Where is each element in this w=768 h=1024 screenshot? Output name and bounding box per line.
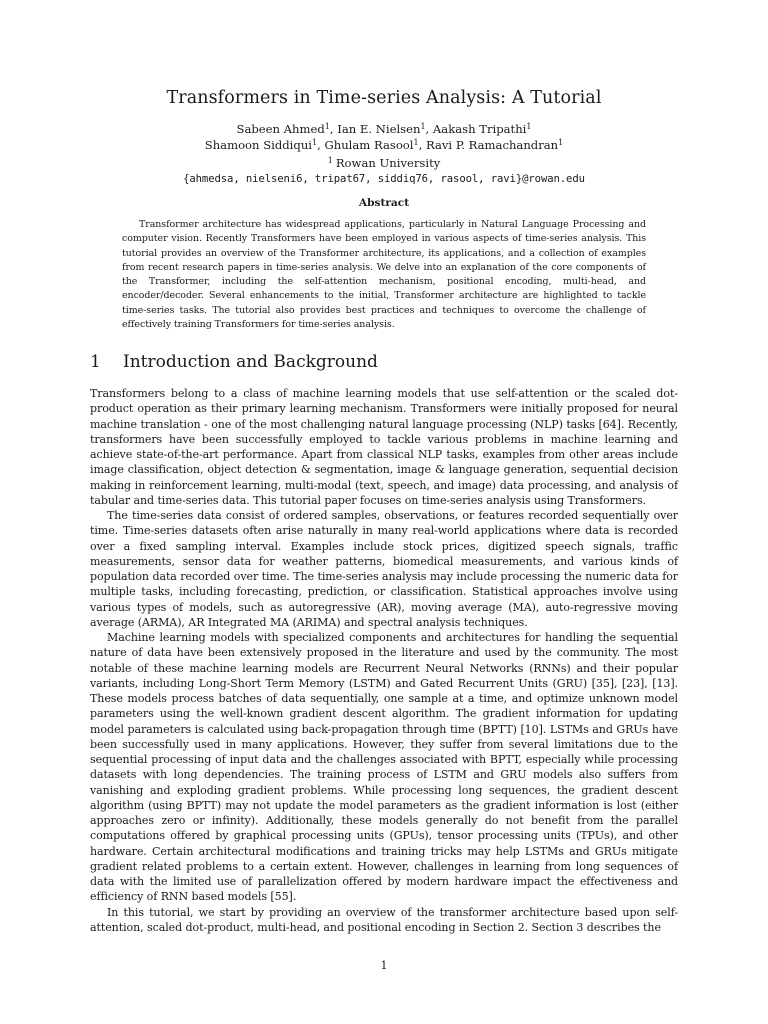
affiliation-superscript: 1 bbox=[526, 122, 532, 131]
author-separator: , bbox=[329, 122, 338, 136]
body-paragraph: Transformers belong to a class of machine learning models that use self-attention or the scaled dot-product operation as their primary learning mechanism. Transformers were initially proposed for neural machine translation - one of the most challenging natural language processing (NLP) tasks [64]. Recently, transformers have been successfully employed to tackle various problems in machine learning and achieve state-of-the-art performance. Apart from classical NLP tasks, examples from other areas include image classification, object detection & segmentation, image & language generation, sequential decision making in reinforcement learning, multi-modal (text, speech, and image) data processing, and analysis of tabular and time-series data. This tutorial paper focuses on time-series analysis using Transformers. bbox=[90, 387, 678, 507]
affiliation-superscript: 1 bbox=[324, 122, 330, 131]
author-name: Ghulam Rasool bbox=[324, 138, 414, 152]
authors-line-2 bbox=[0, 137, 768, 153]
author-name: Ian E. Nielsen bbox=[337, 122, 421, 136]
author-emails: {ahmedsa, nielseni6, tripat67, siddiq76, rasool, ravi}@rowan.edu bbox=[183, 173, 585, 185]
body-paragraph: In this tutorial, we start by providing an overview of the transformer architecture based upon self-attention, scaled dot-product, multi-head, and positional encoding in Section 2. Section 3 describes the bbox=[90, 905, 678, 934]
author-separator: , bbox=[425, 122, 433, 136]
authors-line-1 bbox=[0, 121, 768, 137]
section-number: 1 bbox=[90, 352, 101, 372]
page-number: 1 bbox=[380, 959, 388, 972]
affiliation-superscript: 1 bbox=[312, 138, 318, 147]
affiliation-superscript: 1 bbox=[413, 138, 419, 147]
section-title: Introduction and Background bbox=[123, 352, 378, 372]
author-name: Shamoon Siddiqui bbox=[204, 138, 312, 152]
author-name: Sabeen Ahmed bbox=[236, 122, 325, 136]
author-separator: , bbox=[317, 138, 325, 152]
paper-title: Transformers in Time-series Analysis: A Tutorial bbox=[166, 88, 602, 108]
author-block bbox=[0, 121, 768, 187]
body-paragraph: The time-series data consist of ordered samples, observations, or features recorded sequentially over time. Time-series datasets often arise naturally in many real-world applications where data is recorded over a fixed sampling interval. Examples include stock prices, digitized speech signals, traffic measurements, sensor data for weather patterns, biomedical measurements, and various kinds of population data recorded over time. The time-series analysis may include processing the numeric data for multiple tasks, including forecasting, prediction, or classification. Statistical approaches involve using various types of models, such as autoregressive (AR), moving average (MA), auto-regressive moving average (ARMA), AR Integrated MA (ARIMA) and spectral analysis techniques. bbox=[90, 509, 678, 629]
affiliation-superscript: 1 bbox=[420, 122, 426, 131]
abstract-text: Transformer architecture has widespread applications, particularly in Natural Language Processing and computer vision. Recently Transformers have been employed in various aspects of time-series analysis. This tutorial provides an overview of the Transformer architecture, its applications, and a collection of examples from recent research papers in time-series analysis. We delve into an explanation of the core components of the Transformer, including the self-attention mechanism, positional encoding, multi-head, and encoder/decoder. Several enhancements to the initial, Transformer architecture are highlighted to tackle time-series tasks. The tutorial also provides best practices and techniques to overcome the challenge of effectively training Transformers for time-series analysis. bbox=[122, 219, 646, 331]
affiliation-marker: 1 bbox=[327, 156, 333, 165]
affiliation: Rowan University bbox=[335, 156, 441, 170]
affiliation-line bbox=[0, 153, 768, 171]
affiliation-superscript: 1 bbox=[558, 138, 564, 147]
author-separator: , bbox=[418, 138, 426, 152]
author-name: Ravi P. Ramachandran bbox=[425, 138, 559, 152]
abstract-heading: Abstract bbox=[358, 197, 410, 209]
body-paragraph: Machine learning models with specialized components and architectures for handling the sequential nature of data have been extensively proposed in the literature and used by the community. The most notable of these machine learning models are Recurrent Neural Networks (RNNs) and their popular variants, including Long-Short Term Memory (LSTM) and Gated Recurrent Units (GRU) [35], [23], [13]. These models process batches of data sequentially, one sample at a time, and optimize unknown model parameters using the well-known gradient descent algorithm. The gradient information for updating model parameters is calculated using back-propagation through time (BPTT) [10]. LSTMs and GRUs have been successfully used in many applications. However, they suffer from several limitations due to the sequential processing of input data and the challenges associated with BPTT, especially while processing datasets with long dependencies. The training process of LSTM and GRU models also suffers from vanishing and exploding gradient problems. While processing long sequences, the gradient descent algorithm (using BPTT) may not update the model parameters as the gradient information is lost (either approaches zero or infinity). Additionally, these models generally do not benefit from the parallel computations offered by graphical processing units (GPUs), tensor processing units (TPUs), and other hardware. Certain architectural modifications and training tricks may help LSTMs and GRUs mitigate gradient related problems to a certain extent. However, challenges in learning from long sequences of data with the limited use of parallelization offered by modern hardware impact the effectiveness and efficiency of RNN based models [55]. bbox=[90, 631, 678, 904]
section-body bbox=[90, 386, 678, 935]
section-heading bbox=[90, 352, 378, 372]
author-name: Aakash Tripathi bbox=[432, 122, 527, 136]
